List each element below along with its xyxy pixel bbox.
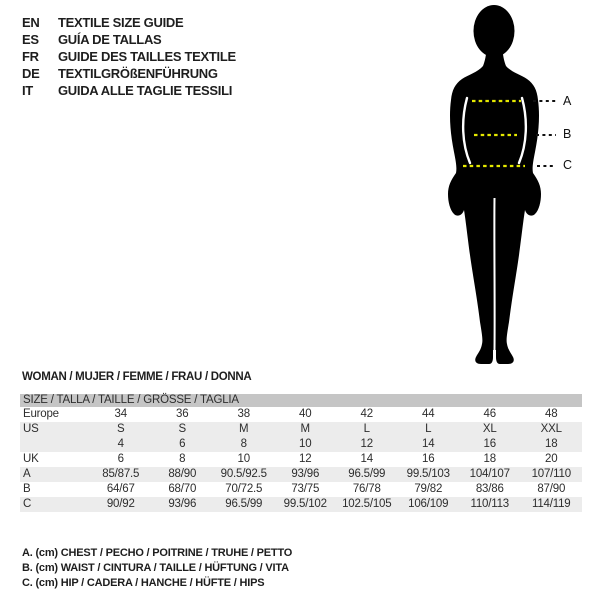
table-cell: 10: [299, 438, 312, 450]
table-cell: 68/70: [168, 483, 197, 495]
table-cell: 46: [483, 408, 496, 420]
table-cell: 99.5/103: [406, 468, 450, 480]
legend-line-hip: C. (cm) HIP / CADERA / HANCHE / HÜFTE / HIPS: [22, 577, 265, 589]
table-cell: 6: [179, 438, 186, 450]
legend-line-waist: B. (cm) WAIST / CINTURA / TAILLE / HÜFTUNG / VITA: [22, 562, 289, 574]
measure-label-hip: C: [563, 158, 573, 172]
table-cell: 14: [422, 438, 435, 450]
table-row: [20, 467, 582, 482]
table-cell: L: [363, 423, 370, 435]
table-cell: 6: [117, 453, 124, 465]
language-code: FR: [22, 49, 39, 64]
table-cell: 8: [240, 438, 247, 450]
table-row-label: B: [23, 483, 31, 495]
table-cell: 48: [545, 408, 558, 420]
language-title: GUIDA ALLE TAGLIE TESSILI: [58, 83, 233, 98]
table-cell: 110/113: [470, 498, 509, 510]
table-cell: 4: [117, 438, 124, 450]
table-cell: 34: [114, 408, 127, 420]
size-table-header: SIZE / TALLA / TAILLE / GRÖSSE / TAGLIA: [20, 394, 582, 407]
table-cell: 96.5/99: [348, 468, 386, 480]
table-row-label: C: [23, 498, 32, 510]
table-cell: 93/96: [168, 498, 197, 510]
table-row: [20, 437, 582, 452]
table-cell: 40: [299, 408, 312, 420]
table-row-label: US: [23, 423, 39, 435]
table-cell: M: [300, 423, 310, 435]
table-cell: 38: [237, 408, 250, 420]
language-code: DE: [22, 66, 40, 81]
size-table: [20, 394, 582, 512]
table-row: [20, 452, 582, 467]
language-code: ES: [22, 32, 39, 47]
language-title: GUÍA DE TALLAS: [58, 32, 162, 47]
table-cell: XXL: [540, 423, 562, 435]
measure-label-chest: A: [563, 94, 572, 108]
language-title: TEXTILGRÖßENFÜHRUNG: [58, 66, 218, 81]
table-cell: L: [425, 423, 432, 435]
language-title: GUIDE DES TAILLES TEXTILE: [58, 49, 236, 64]
table-cell: 16: [422, 453, 435, 465]
table-cell: 104/107: [469, 468, 510, 480]
table-cell: 87/90: [537, 483, 566, 495]
table-cell: 12: [299, 453, 312, 465]
table-cell: 96.5/99: [225, 498, 263, 510]
table-cell: M: [239, 423, 249, 435]
table-cell: 106/109: [408, 498, 449, 510]
table-row: [20, 407, 582, 422]
size-table-rows: [20, 407, 582, 512]
table-row: [20, 482, 582, 497]
table-cell: 79/82: [414, 483, 443, 495]
table-cell: S: [117, 423, 125, 435]
table-row-label: UK: [23, 453, 39, 465]
measure-label-waist: B: [563, 127, 572, 141]
measurement-legend: [22, 546, 292, 591]
table-cell: 10: [237, 453, 250, 465]
table-cell: 99.5/102: [283, 498, 327, 510]
table-cell: 107/110: [531, 468, 571, 480]
table-cell: 73/75: [291, 483, 320, 495]
table-cell: 16: [483, 438, 496, 450]
table-cell: 42: [360, 408, 373, 420]
table-cell: 18: [483, 453, 496, 465]
table-cell: S: [178, 423, 186, 435]
table-row-label: A: [23, 468, 31, 480]
table-cell: 64/67: [106, 483, 135, 495]
table-cell: 12: [360, 438, 373, 450]
table-cell: 93/96: [291, 468, 320, 480]
table-row: [20, 422, 582, 437]
table-cell: 8: [179, 453, 186, 465]
table-cell: 88/90: [168, 468, 197, 480]
table-cell: 102.5/105: [342, 498, 392, 510]
table-cell: 14: [360, 453, 373, 465]
table-cell: 90/92: [106, 498, 135, 510]
table-row: [20, 497, 582, 512]
table-row-label: [20, 437, 90, 452]
table-cell: 70/72.5: [225, 483, 263, 495]
table-cell: 83/86: [475, 483, 504, 495]
table-cell: 20: [545, 453, 558, 465]
table-cell: 76/78: [352, 483, 381, 495]
table-cell: 44: [422, 408, 435, 420]
table-cell: 36: [176, 408, 189, 420]
table-cell: 18: [545, 438, 558, 450]
table-cell: 85/87.5: [102, 468, 140, 480]
table-cell: 114/119: [532, 498, 571, 510]
language-code: EN: [22, 15, 40, 30]
language-code: IT: [22, 83, 33, 98]
table-cell: XL: [482, 423, 497, 435]
language-title: TEXTILE SIZE GUIDE: [58, 15, 184, 30]
table-row-label: Europe: [23, 408, 59, 420]
section-title: WOMAN / MUJER / FEMME / FRAU / DONNA: [22, 371, 252, 383]
table-cell: 90.5/92.5: [220, 468, 267, 480]
legend-line-chest: A. (cm) CHEST / PECHO / POITRINE / TRUHE / PETTO: [22, 547, 293, 559]
